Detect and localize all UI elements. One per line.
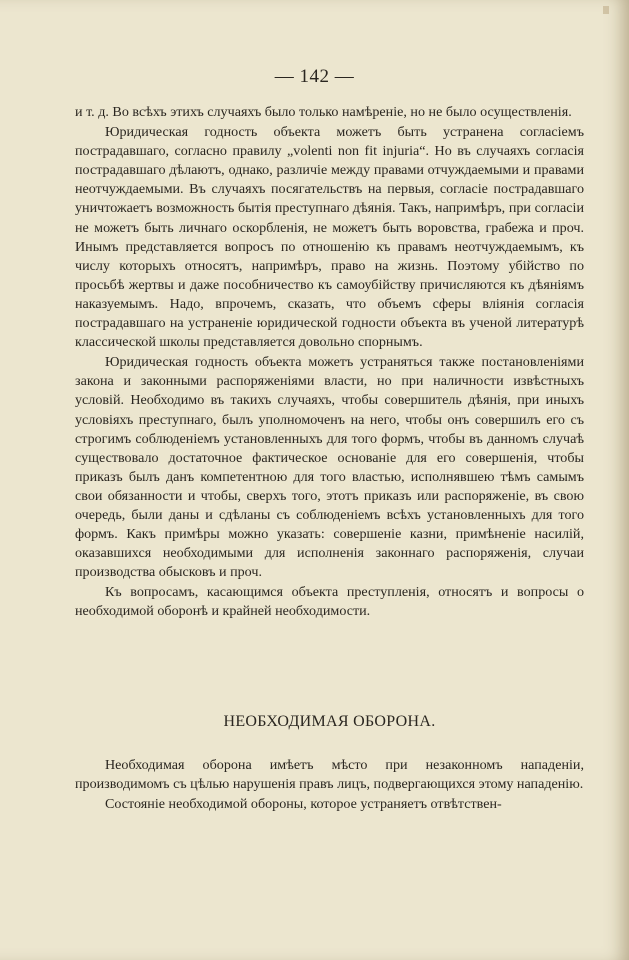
paragraph-related-questions: Къ вопросамъ, касающимся объекта преступленія, относятъ и вопросы о необходимой оборонѣ и крайней необходимости. [75,584,584,620]
paragraph-state: Состояніе необходимой обороны, которое устраняетъ отвѣтствен- [105,796,502,813]
section-text [75,756,584,815]
main-text [75,103,584,623]
page-stain [603,6,609,14]
page-number: — 142 — [274,66,355,87]
paragraph-continuation: и т. д. Во всѣхъ этихъ случаяхъ было только намѣреніе, но не было осуществленія. [75,104,572,120]
paragraph-consent: Юридическая годность объекта можетъ быть устранена согласіемъ пострадавшаго, согласно правилу „volenti non fit injuria“. Но въ случаяхъ согласія пострадавшаго дѣлаютъ, однако, различіе между правами отчуждаемыми и правами неотчуждаемыми. Въ случаяхъ посягательствъ на первыя, согласіе пострадавшаго уничтожаетъ возможность бытія преступнаго дѣянія. Такъ, напримѣръ, при согласіи не можетъ быть личнаго оскорбленія, не можетъ быть воровства, грабежа и проч. Инымъ представляется вопросъ по отношенію къ правамъ неотчуждаемымъ, къ числу которыхъ относятъ, напримѣръ, право на жизнь. Поэтому убійство по просьбѣ жертвы и даже пособничество къ самоубійству причисляются къ дѣяніямъ наказуемымъ. Надо, впрочемъ, сказать, что объемъ сферы вліянія согласія пострадавшаго на устраненіе юридической годности объекта въ ученой литературѣ классической школы представляется довольно спорнымъ. [75,124,584,351]
paragraph-definition: Необходимая оборона имѣетъ мѣсто при незаконномъ нападеніи, производимомъ съ цѣлью нарушенія правъ лицъ, подвергающихся этому нападенію. [75,757,584,793]
section-heading: НЕОБХОДИМАЯ ОБОРОНА. [223,713,436,730]
paragraph-authority: Юридическая годность объекта можетъ устраняться также постановленіями закона и законными распоряженіями власти, но при наличности извѣстныхъ условій. Необходимо въ такихъ случаяхъ, чтобы совершитель дѣянія, при иныхъ условіяхъ преступнаго, былъ уполномоченъ на него, чтобы онъ совершилъ его съ строгимъ соблюденіемъ установленныхъ для того формъ, чтобы въ данномъ случаѣ существовало достаточное фактическое основаніе для его совершенія, чтобы приказъ былъ данъ компетентною для того властью, исполнявшею тѣмъ самымъ свои обязанности и чтобы, сверхъ того, этотъ приказъ или распоряженіе, въ свою очередь, были даны и сдѣланы съ соблюденіемъ всѣхъ установленныхъ для того формъ. Какъ примѣры можно указать: совершеніе казни, примѣненіе насилій, оказавшихся необходимыми для исполненія законнаго распоряженія, случаи производства обысковъ и проч. [75,354,584,581]
